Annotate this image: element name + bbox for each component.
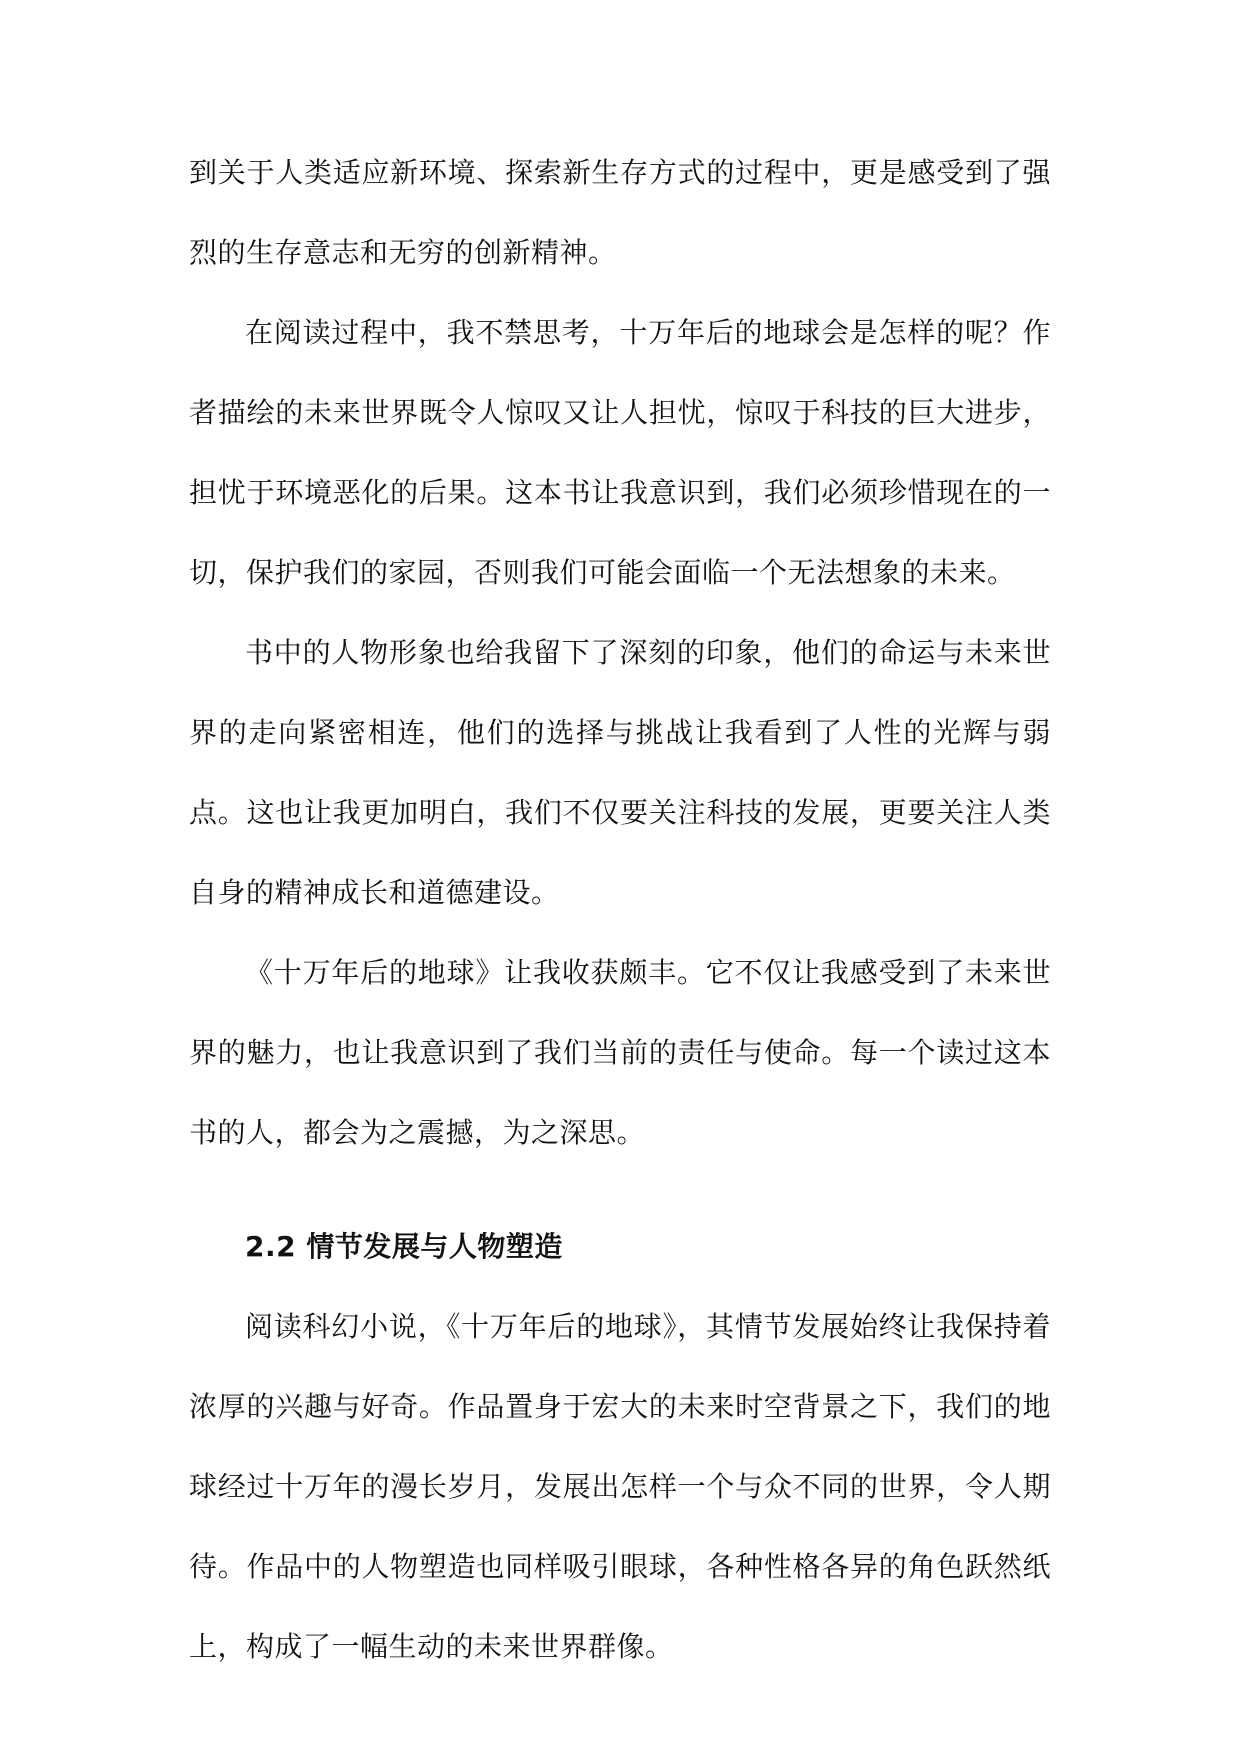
document-body xyxy=(189,133,1051,1687)
paragraph: 书中的人物形象也给我留下了深刻的印象，他们的命运与未来世界的走向紧密相连，他们的选择与挑战让我看到了人性的光辉与弱点。这也让我更加明白，我们不仅要关注科技的发展，更要关注人类自身的精神成长和道德建设。 xyxy=(189,636,1051,909)
paragraph: 《十万年后的地球》让我收获颇丰。它不仅让我感受到了未来世界的魅力，也让我意识到了我们当前的责任与使命。每一个读过这本书的人，都会为之震撼，为之深思。 xyxy=(189,956,1051,1149)
paragraph: 阅读科幻小说，《十万年后的地球》，其情节发展始终让我保持着浓厚的兴趣与好奇。作品置身于宏大的未来时空背景之下，我们的地球经过十万年的漫长岁月，发展出怎样一个与众不同的世界，令人期待。作品中的人物塑造也同样吸引眼球，各种性格各异的角色跃然纸上，构成了一幅生动的未来世界群像。 xyxy=(189,1310,1051,1663)
section-heading: 2.2 情节发展与人物塑造 xyxy=(245,1230,563,1263)
paragraph: 在阅读过程中，我不禁思考，十万年后的地球会是怎样的呢？作者描绘的未来世界既令人惊叹又让人担忧，惊叹于科技的巨大进步，担忧于环境恶化的后果。这本书让我意识到，我们必须珍惜现在的一切，保护我们的家园，否则我们可能会面临一个无法想象的未来。 xyxy=(189,316,1051,589)
paragraph: 到关于人类适应新环境、探索新生存方式的过程中，更是感受到了强烈的生存意志和无穷的创新精神。 xyxy=(189,156,1051,269)
